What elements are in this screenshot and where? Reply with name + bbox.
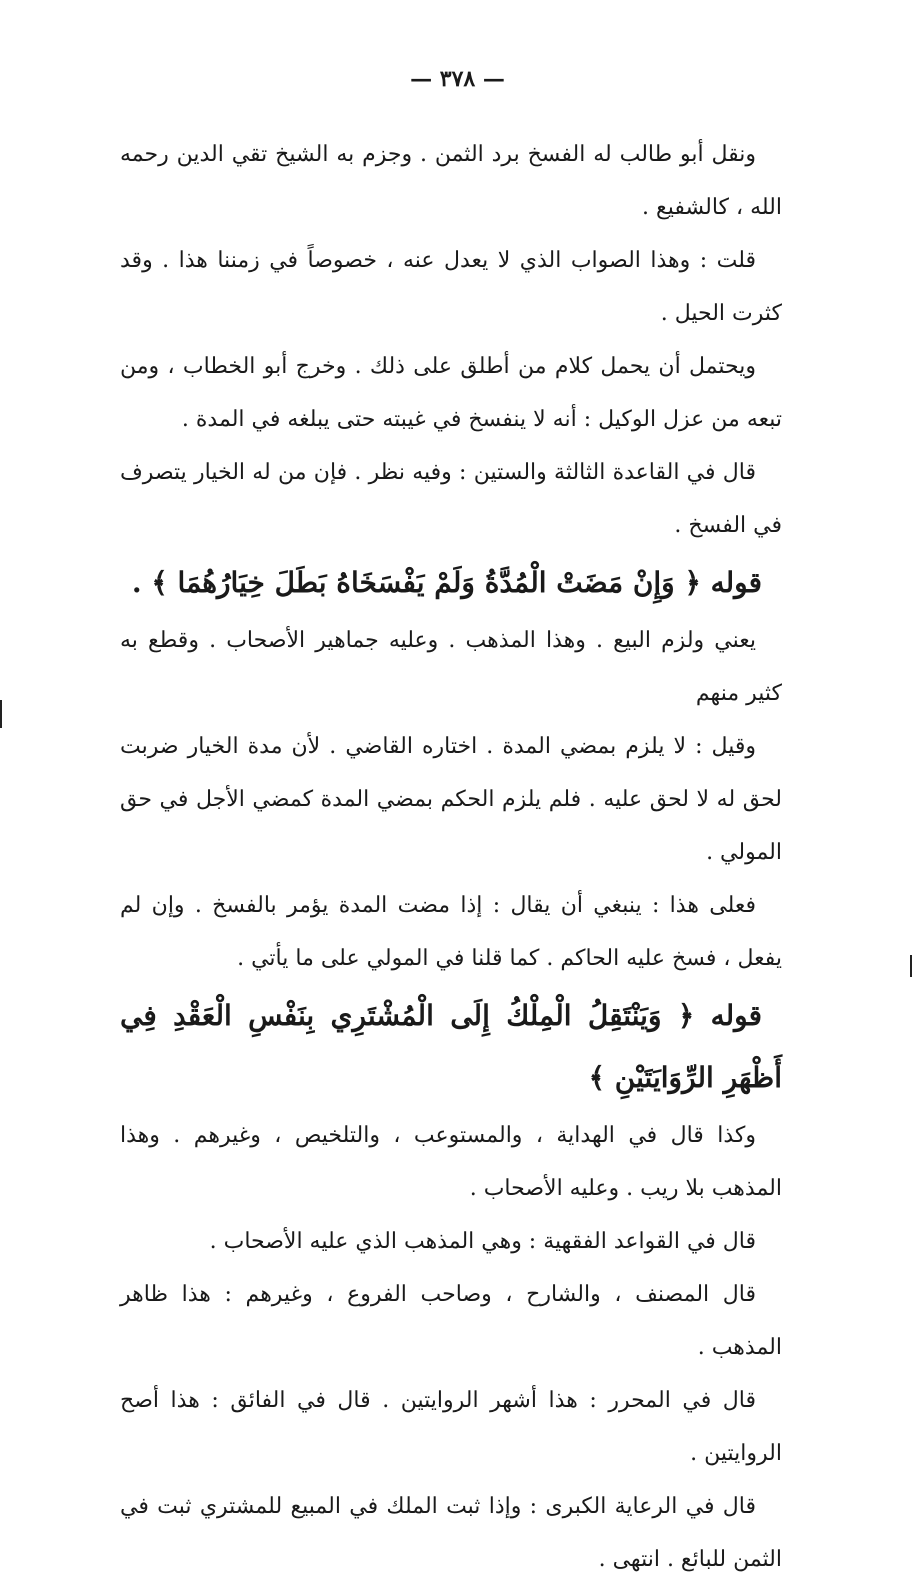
paragraph: وكذا قال في الهداية ، والمستوعب ، والتلخيص ، وغيرهم . وهذا المذهب بلا ريب . وعليه الأصحاب .: [120, 1123, 782, 1201]
paragraph: قلت : وهذا الصواب الذي لا يعدل عنه ، خصوصاً في زمننا هذا . وقد كثرت الحيل .: [120, 248, 782, 326]
paragraph: ويحتمل أن يحمل كلام من أطلق على ذلك . وخرج أبو الخطاب ، ومن تبعه من عزل الوكيل : أنه لا ينفسخ في غيبته حتى يبلغه في المدة .: [120, 354, 782, 432]
scan-edge-mark: [910, 955, 912, 977]
page-number: — ٣٧٨ —: [410, 66, 505, 92]
paragraph: قال في المحرر : هذا أشهر الروايتين . قال في الفائق : هذا أصح الروايتين .: [120, 1388, 782, 1466]
scan-edge-mark: [0, 700, 2, 728]
paragraph: فعلى هذا : ينبغي أن يقال : إذا مضت المدة يؤمر بالفسخ . وإن لم يفعل ، فسخ عليه الحاكم . كما قلنا في المولي على ما يأتي .: [120, 893, 782, 971]
paragraph: قال المصنف ، والشارح ، وصاحب الفروع ، وغيرهم : هذا ظاهر المذهب .: [120, 1282, 782, 1360]
paragraph: ونقل أبو طالب له الفسخ برد الثمن . وجزم به الشيخ تقي الدين رحمه الله ، كالشفيع .: [120, 142, 782, 220]
paragraph: وقيل : لا يلزم بمضي المدة . اختاره القاضي . لأن مدة الخيار ضربت لحق له لا لحق عليه . فلم يلزم الحكم بمضي المدة كمضي الأجل في حق المولي .: [120, 734, 782, 865]
paragraph: يعني ولزم البيع . وهذا المذهب . وعليه جماهير الأصحاب . وقطع به كثير منهم: [120, 628, 782, 706]
page-body: [120, 128, 782, 1586]
paragraph: قال في القواعد الفقهية : وهي المذهب الذي عليه الأصحاب .: [209, 1229, 756, 1254]
quoted-matn-heading: قوله ﴿ وَيَنْتَقِلُ الْمِلْكُ إِلَى الْمُشْتَرِي بِنَفْسِ الْعَقْدِ فِي أَظْهَرِ الرِّوَايَتَيْنِ ﴾: [120, 999, 782, 1094]
paragraph: قال في القاعدة الثالثة والستين : وفيه نظر . فإن من له الخيار يتصرف في الفسخ .: [120, 460, 782, 538]
quoted-matn-heading: قوله ﴿ وَإِنْ مَضَتْ الْمُدَّةُ وَلَمْ يَفْسَخَاهُ بَطَلَ خِيَارُهُمَا ﴾ .: [131, 566, 762, 599]
paragraph: قال في الرعاية الكبرى : وإذا ثبت الملك في المبيع للمشتري ثبت في الثمن للبائع . انتهى .: [120, 1494, 782, 1572]
